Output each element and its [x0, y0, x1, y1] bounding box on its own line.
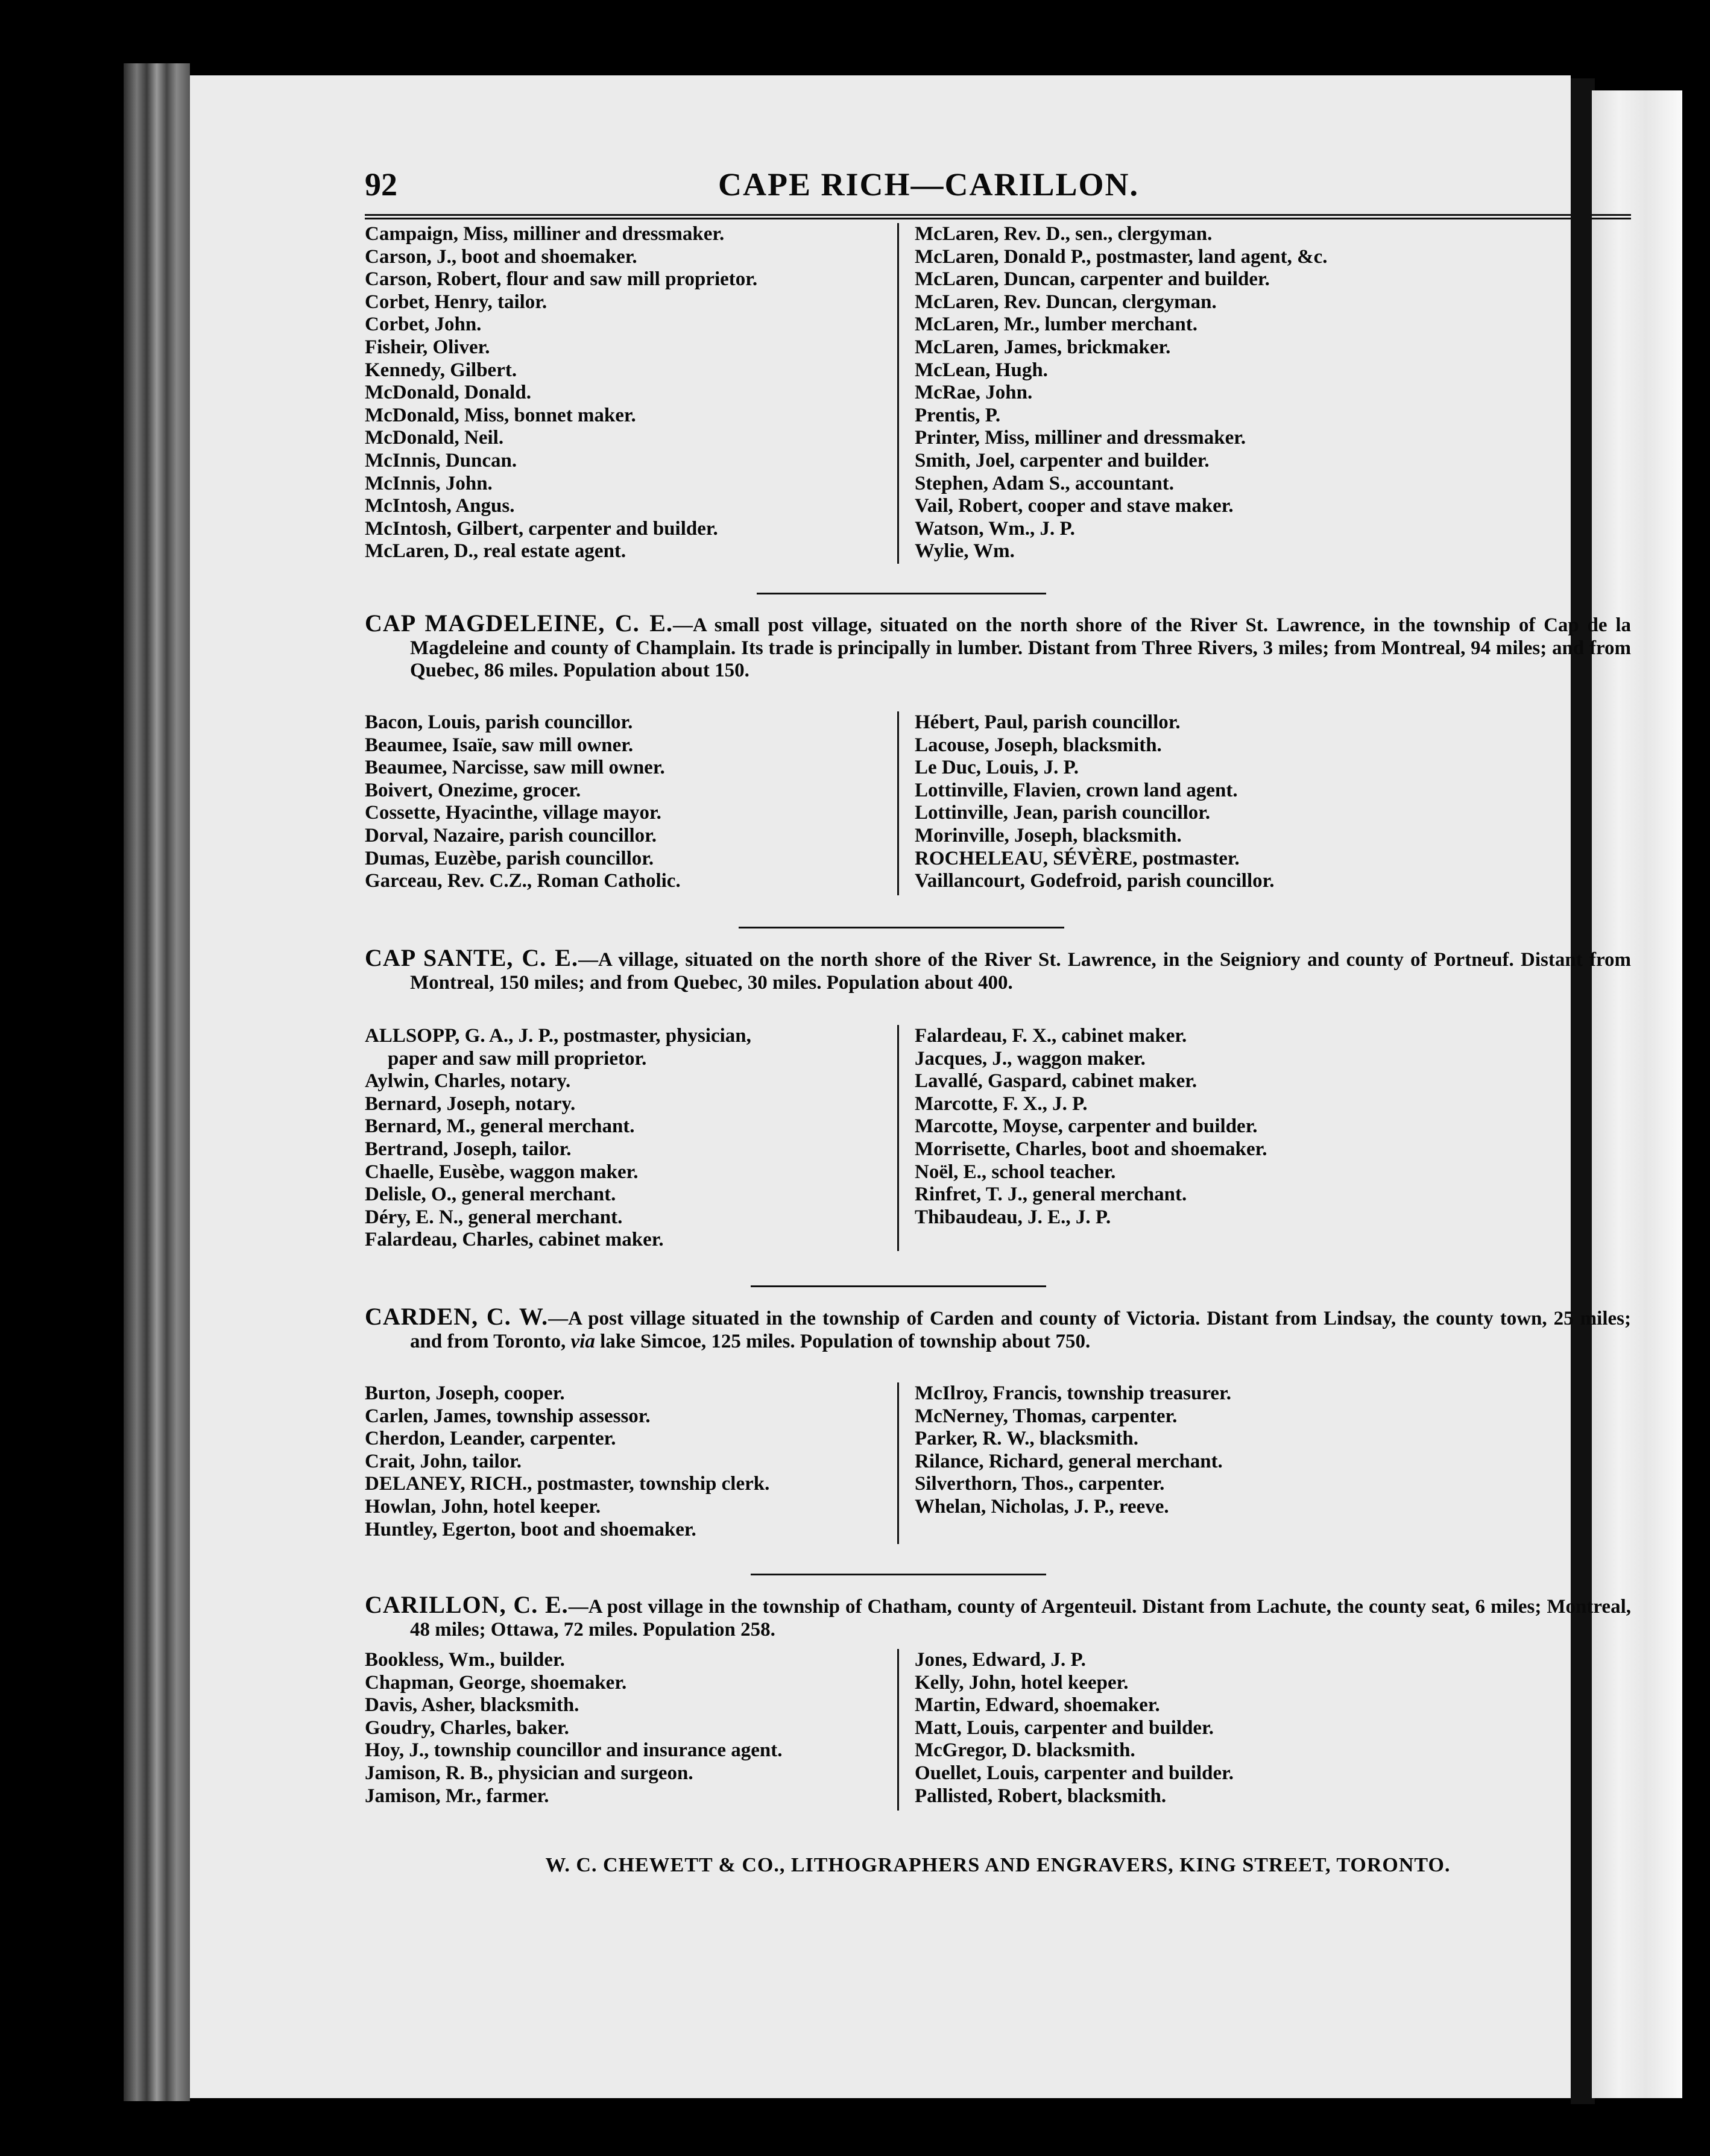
- list-item: Campaign, Miss, milliner and dressmaker.: [365, 223, 725, 245]
- place-text: —A post village in the township of Chatham, county of Argenteuil. Distant from Lachute, the county seat, 6 miles; Montreal, 48 miles; Ottawa, 72 miles. Population 258.: [410, 1596, 1631, 1641]
- list-item: McLaren, Donald P., postmaster, land agent, &c.: [915, 245, 1328, 268]
- list-item: Thibaudeau, J. E., J. P.: [915, 1206, 1111, 1228]
- cap-sante-description: [365, 944, 1631, 994]
- cap-magdeleine-entries: [365, 711, 1631, 898]
- list-item: Morrisette, Charles, boot and shoemaker.: [915, 1138, 1267, 1160]
- place-text: lake Simcoe, 125 miles. Population of township about 750.: [595, 1330, 1091, 1352]
- running-head: [365, 166, 1631, 214]
- list-item: Ouellet, Louis, carpenter and builder.: [915, 1762, 1234, 1784]
- column-divider: [897, 223, 899, 564]
- list-item: Silverthorn, Thos., carpenter.: [915, 1473, 1165, 1495]
- list-item: Goudry, Charles, baker.: [365, 1716, 569, 1739]
- cap-sante-right-column: [915, 1025, 1614, 1229]
- list-item: McLaren, James, brickmaker.: [915, 336, 1171, 358]
- list-item: ALLSOPP, G. A., J. P., postmaster, physician,: [365, 1025, 751, 1047]
- list-item: Martin, Edward, shoemaker.: [915, 1694, 1160, 1716]
- place-paragraph: [365, 1593, 1631, 1641]
- cap-sante-entries: [365, 1025, 1631, 1257]
- list-item: Prentis, P.: [915, 404, 1001, 426]
- list-item: Lavallé, Gaspard, cabinet maker.: [915, 1070, 1197, 1092]
- list-item: ROCHELEAU, SÉVÈRE, postmaster.: [915, 847, 1240, 869]
- section-divider-rule: [751, 1574, 1046, 1575]
- list-item: Kelly, John, hotel keeper.: [915, 1671, 1129, 1694]
- list-item: McInnis, John.: [365, 472, 493, 494]
- list-item: Cherdon, Leander, carpenter.: [365, 1428, 616, 1450]
- list-item: Noël, E., school teacher.: [915, 1161, 1116, 1183]
- list-item: McDonald, Donald.: [365, 382, 531, 404]
- list-item: McLaren, D., real estate agent.: [365, 540, 626, 563]
- list-item: Vail, Robert, cooper and stave maker.: [915, 495, 1234, 517]
- list-item: McLaren, Mr., lumber merchant.: [915, 314, 1197, 336]
- column-divider: [897, 1649, 899, 1811]
- page-number: 92: [365, 166, 397, 203]
- list-item: Vaillancourt, Godefroid, parish councillor.: [915, 870, 1275, 892]
- list-item: Falardeau, F. X., cabinet maker.: [915, 1025, 1187, 1047]
- cap-magdeleine-description: [365, 612, 1631, 682]
- place-paragraph: [365, 612, 1631, 682]
- place-name: CARILLON, C. E.: [365, 1591, 569, 1618]
- list-item: Hoy, J., township councillor and insurance agent.: [365, 1739, 783, 1762]
- list-item: Marcotte, F. X., J. P.: [915, 1092, 1088, 1115]
- list-item: Aylwin, Charles, notary.: [365, 1070, 571, 1092]
- list-item: Delisle, O., general merchant.: [365, 1184, 616, 1206]
- list-item: Bernard, M., general merchant.: [365, 1115, 635, 1138]
- list-item: Bernard, Joseph, notary.: [365, 1092, 576, 1115]
- list-item: Rinfret, T. J., general merchant.: [915, 1184, 1187, 1206]
- list-item: Jacques, J., waggon maker.: [915, 1047, 1146, 1070]
- place-paragraph: [365, 944, 1631, 994]
- section-divider-rule: [751, 1285, 1046, 1287]
- cape-rich-right-column: [915, 223, 1614, 563]
- list-item: Hébert, Paul, parish councillor.: [915, 711, 1181, 733]
- list-item: Carson, Robert, flour and saw mill proprietor.: [365, 268, 758, 291]
- list-item: McDonald, Miss, bonnet maker.: [365, 404, 636, 426]
- page-title: CAPE RICH—CARILLON.: [718, 166, 1140, 203]
- list-item: Jamison, Mr., farmer.: [365, 1785, 549, 1807]
- list-item: paper and saw mill proprietor.: [388, 1047, 647, 1070]
- carden-left-column: [365, 1382, 883, 1541]
- list-item: Burton, Joseph, cooper.: [365, 1382, 565, 1404]
- carillon-description: [365, 1593, 1631, 1641]
- list-item: Howlan, John, hotel keeper.: [365, 1495, 601, 1518]
- list-item: Pallisted, Robert, blacksmith.: [915, 1785, 1167, 1807]
- list-item: Rilance, Richard, general merchant.: [915, 1450, 1223, 1472]
- column-divider: [897, 1025, 899, 1251]
- list-item: McLean, Hugh.: [915, 359, 1048, 381]
- list-item: Jones, Edward, J. P.: [915, 1649, 1086, 1671]
- list-item: McLaren, Duncan, carpenter and builder.: [915, 268, 1270, 291]
- list-item: Boivert, Onezime, grocer.: [365, 779, 581, 801]
- place-text: —A post village situated in the township of Carden and county of Victoria. Distant from Lindsay, the county town, 25 miles; and from Toronto,: [410, 1308, 1631, 1352]
- section-divider-rule: [757, 593, 1046, 594]
- list-item: Falardeau, Charles, cabinet maker.: [365, 1229, 664, 1251]
- place-text: —A village, situated on the north shore of the River St. Lawrence, in the Seigniory and county of Portneuf. Distant from Montreal, 150 miles; and from Quebec, 30 miles. Population about 400.: [410, 949, 1631, 994]
- list-item: Davis, Asher, blacksmith.: [365, 1694, 579, 1716]
- list-item: Garceau, Rev. C.Z., Roman Catholic.: [365, 870, 681, 892]
- carillon-entries: [365, 1649, 1631, 1815]
- section-divider-rule: [739, 927, 1064, 928]
- list-item: Corbet, Henry, tailor.: [365, 291, 547, 313]
- list-item: Huntley, Egerton, boot and shoemaker.: [365, 1518, 696, 1540]
- list-item: McIntosh, Angus.: [365, 495, 515, 517]
- list-item: Crait, John, tailor.: [365, 1450, 522, 1472]
- list-item: Smith, Joel, carpenter and builder.: [915, 449, 1210, 471]
- list-item: Dumas, Euzèbe, parish councillor.: [365, 847, 654, 869]
- column-divider: [897, 1382, 899, 1544]
- list-item: Beaumee, Narcisse, saw mill owner.: [365, 757, 665, 779]
- list-item: McInnis, Duncan.: [365, 449, 517, 471]
- header-double-rule: [365, 214, 1631, 219]
- list-item: Le Duc, Louis, J. P.: [915, 757, 1079, 779]
- list-item: Fisheir, Oliver.: [365, 336, 490, 358]
- list-item: McIntosh, Gilbert, carpenter and builder.: [365, 517, 718, 540]
- column-divider: [897, 711, 899, 895]
- list-item: Whelan, Nicholas, J. P., reeve.: [915, 1495, 1169, 1518]
- list-item: McLaren, Rev. D., sen., clergyman.: [915, 223, 1213, 245]
- list-item: Morinville, Joseph, blacksmith.: [915, 824, 1182, 846]
- list-item: McNerney, Thomas, carpenter.: [915, 1405, 1178, 1427]
- list-item: Stephen, Adam S., accountant.: [915, 472, 1174, 494]
- list-item: Beaumee, Isaïe, saw mill owner.: [365, 734, 634, 756]
- publisher-footer: W. C. CHEWETT & CO., LITHOGRAPHERS AND ENGRAVERS, KING STREET, TORONTO.: [545, 1854, 1451, 1876]
- cape-rich-entries: [365, 223, 1631, 567]
- list-item: Parker, R. W., blacksmith.: [915, 1428, 1138, 1450]
- list-item: Lottinville, Jean, parish councillor.: [915, 802, 1211, 824]
- list-item: McDonald, Neil.: [365, 427, 504, 449]
- list-item: Carson, J., boot and shoemaker.: [365, 245, 637, 268]
- list-item: Lacouse, Joseph, blacksmith.: [915, 734, 1162, 756]
- list-item: Printer, Miss, milliner and dressmaker.: [915, 427, 1246, 449]
- list-item: Chaelle, Eusèbe, waggon maker.: [365, 1161, 639, 1183]
- carden-right-column: [915, 1382, 1614, 1519]
- list-item: Dorval, Nazaire, parish councillor.: [365, 824, 657, 846]
- list-item: Chapman, George, shoemaker.: [365, 1671, 627, 1694]
- place-paragraph: [365, 1305, 1631, 1353]
- place-name: CAP SANTE, C. E.: [365, 944, 578, 971]
- list-item: Bookless, Wm., builder.: [365, 1649, 565, 1671]
- list-item: Jamison, R. B., physician and surgeon.: [365, 1762, 693, 1784]
- list-item: Lottinville, Flavien, crown land agent.: [915, 779, 1238, 801]
- cap-magdeleine-right-column: [915, 711, 1614, 893]
- place-name: CAP MAGDELEINE, C. E.: [365, 610, 673, 637]
- list-item: Marcotte, Moyse, carpenter and builder.: [915, 1115, 1258, 1138]
- list-item: Cossette, Hyacinthe, village mayor.: [365, 802, 661, 824]
- carillon-right-column: [915, 1649, 1614, 1808]
- list-item: McIlroy, Francis, township treasurer.: [915, 1382, 1231, 1404]
- list-item: Carlen, James, township assessor.: [365, 1405, 651, 1427]
- list-item: DELANEY, RICH., postmaster, township clerk.: [365, 1473, 770, 1495]
- cap-sante-left-column: [365, 1025, 883, 1252]
- cap-magdeleine-left-column: [365, 711, 883, 893]
- carden-description: [365, 1305, 1631, 1353]
- list-item: Wylie, Wm.: [915, 540, 1015, 563]
- directory-page: [190, 75, 1631, 2098]
- carillon-left-column: [365, 1649, 883, 1808]
- list-item: Bertrand, Joseph, tailor.: [365, 1138, 572, 1160]
- place-text-italic: via: [570, 1330, 595, 1352]
- list-item: Kennedy, Gilbert.: [365, 359, 517, 381]
- cape-rich-left-column: [365, 223, 883, 563]
- book-spine: [124, 63, 190, 2101]
- list-item: Corbet, John.: [365, 314, 482, 336]
- list-item: Bacon, Louis, parish councillor.: [365, 711, 633, 733]
- list-item: McGregor, D. blacksmith.: [915, 1739, 1135, 1762]
- carden-entries: [365, 1382, 1631, 1548]
- list-item: McLaren, Rev. Duncan, clergyman.: [915, 291, 1217, 313]
- place-name: CARDEN, C. W.: [365, 1303, 549, 1330]
- place-text: —A small post village, situated on the north shore of the River St. Lawrence, in the township of Cap de la Magdeleine and county of Champlain. Its trade is principally in lumber. Distant from Three Rivers, 3 miles; from Montreal, 94 miles; and from Quebec, 86 miles. Population about 150.: [410, 614, 1631, 682]
- list-item: McRae, John.: [915, 382, 1033, 404]
- list-item: Matt, Louis, carpenter and builder.: [915, 1716, 1214, 1739]
- list-item: Watson, Wm., J. P.: [915, 517, 1075, 540]
- list-item: Déry, E. N., general merchant.: [365, 1206, 623, 1228]
